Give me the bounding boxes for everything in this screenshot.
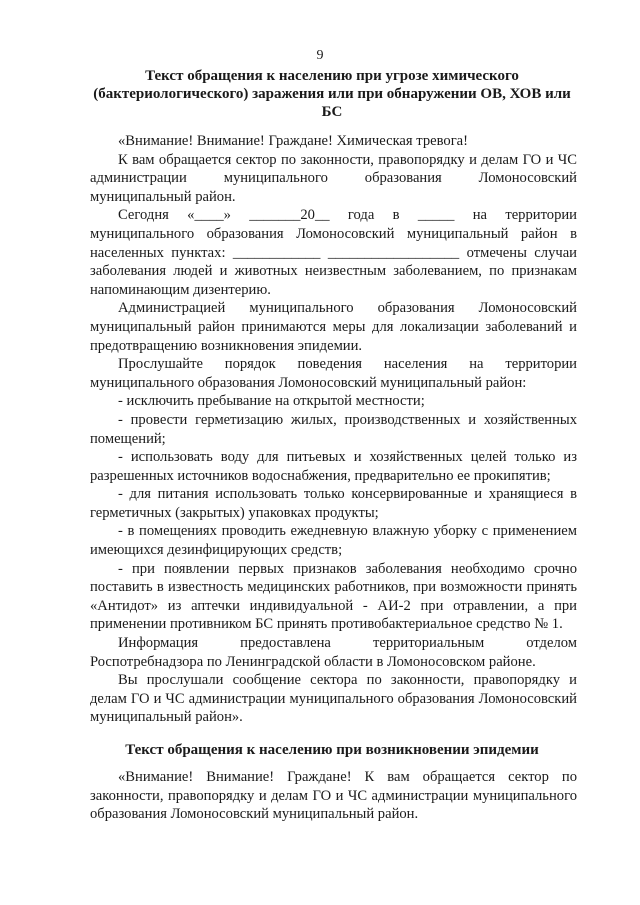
paragraph: Информация предоставлена территориальным отделом Роспотребнадзора по Ленинградской области в Ломоносовском районе. bbox=[90, 635, 577, 670]
section-title-epidemic: Текст обращения к населению при возникновении эпидемии bbox=[125, 742, 539, 758]
section-title-chemical-threat: Текст обращения к населению при угрозе химического (бактериологического) заражения или при обнаружении ОВ, ХОВ или БС bbox=[93, 68, 571, 120]
paragraph: «Внимание! Внимание! Граждане! К вам обращается сектор по законности, правопорядку и делам ГО и ЧС администрации муниципального образования Ломоносовский муниципальный район. bbox=[90, 769, 577, 823]
list-item: - использовать воду для питьевых и хозяйственных целей только из разрешенных источников водоснабжения, предварительно ее прокипятив; bbox=[90, 449, 577, 484]
paragraph: Прослушайте порядок поведения населения на территории муниципального образования Ломоносовский муниципальный район: bbox=[90, 356, 577, 391]
paragraph: Администрацией муниципального образования Ломоносовский муниципальный район принимаются меры для локализации заболеваний и предотвращению возникновения эпидемии. bbox=[90, 300, 577, 354]
paragraph: Вы прослушали сообщение сектора по законности, правопорядку и делам ГО и ЧС администрации муниципального образования Ломоносовский муниципальный район». bbox=[90, 672, 577, 726]
list-item: - для питания использовать только консервированные и хранящиеся в герметичных (закрытых) упаковках продукты; bbox=[90, 486, 577, 521]
list-item: - при появлении первых признаков заболевания необходимо срочно поставить в известность медицинских работников, при возможности принять «Антидот» из аптечки индивидуальной - АИ-2 при отравлении, а при применении противником БС принять противобактериальное средство № 1. bbox=[90, 560, 577, 633]
list-item: - в помещениях проводить ежедневную влажную уборку с применением имеющихся дезинфицирующих средств; bbox=[90, 523, 577, 559]
paragraph: Сегодня «____» _______20__ года в _____ на территории муниципального образования Ломоносовский муниципальный район в населенных пунктах: ____________ __________________ отмечены случаи заболевания людей и животных неизвестным заболеванием, по признакам напоминающим дизентерию. bbox=[90, 207, 577, 298]
paragraph: К вам обращается сектор по законности, правопорядку и делам ГО и ЧС администрации муниципального образования Ломоносовский муниципальный район. bbox=[90, 151, 577, 205]
list-item: - исключить пребывание на открытой местности; bbox=[118, 393, 425, 410]
section-epidemic-body bbox=[90, 768, 577, 824]
paragraph: «Внимание! Внимание! Граждане! Химическая тревога! bbox=[118, 133, 469, 149]
list-item: - провести герметизацию жилых, производственных и хозяйственных помещений; bbox=[90, 411, 577, 447]
page-number: 9 bbox=[316, 48, 324, 63]
section-chemical-threat-body bbox=[90, 132, 577, 727]
